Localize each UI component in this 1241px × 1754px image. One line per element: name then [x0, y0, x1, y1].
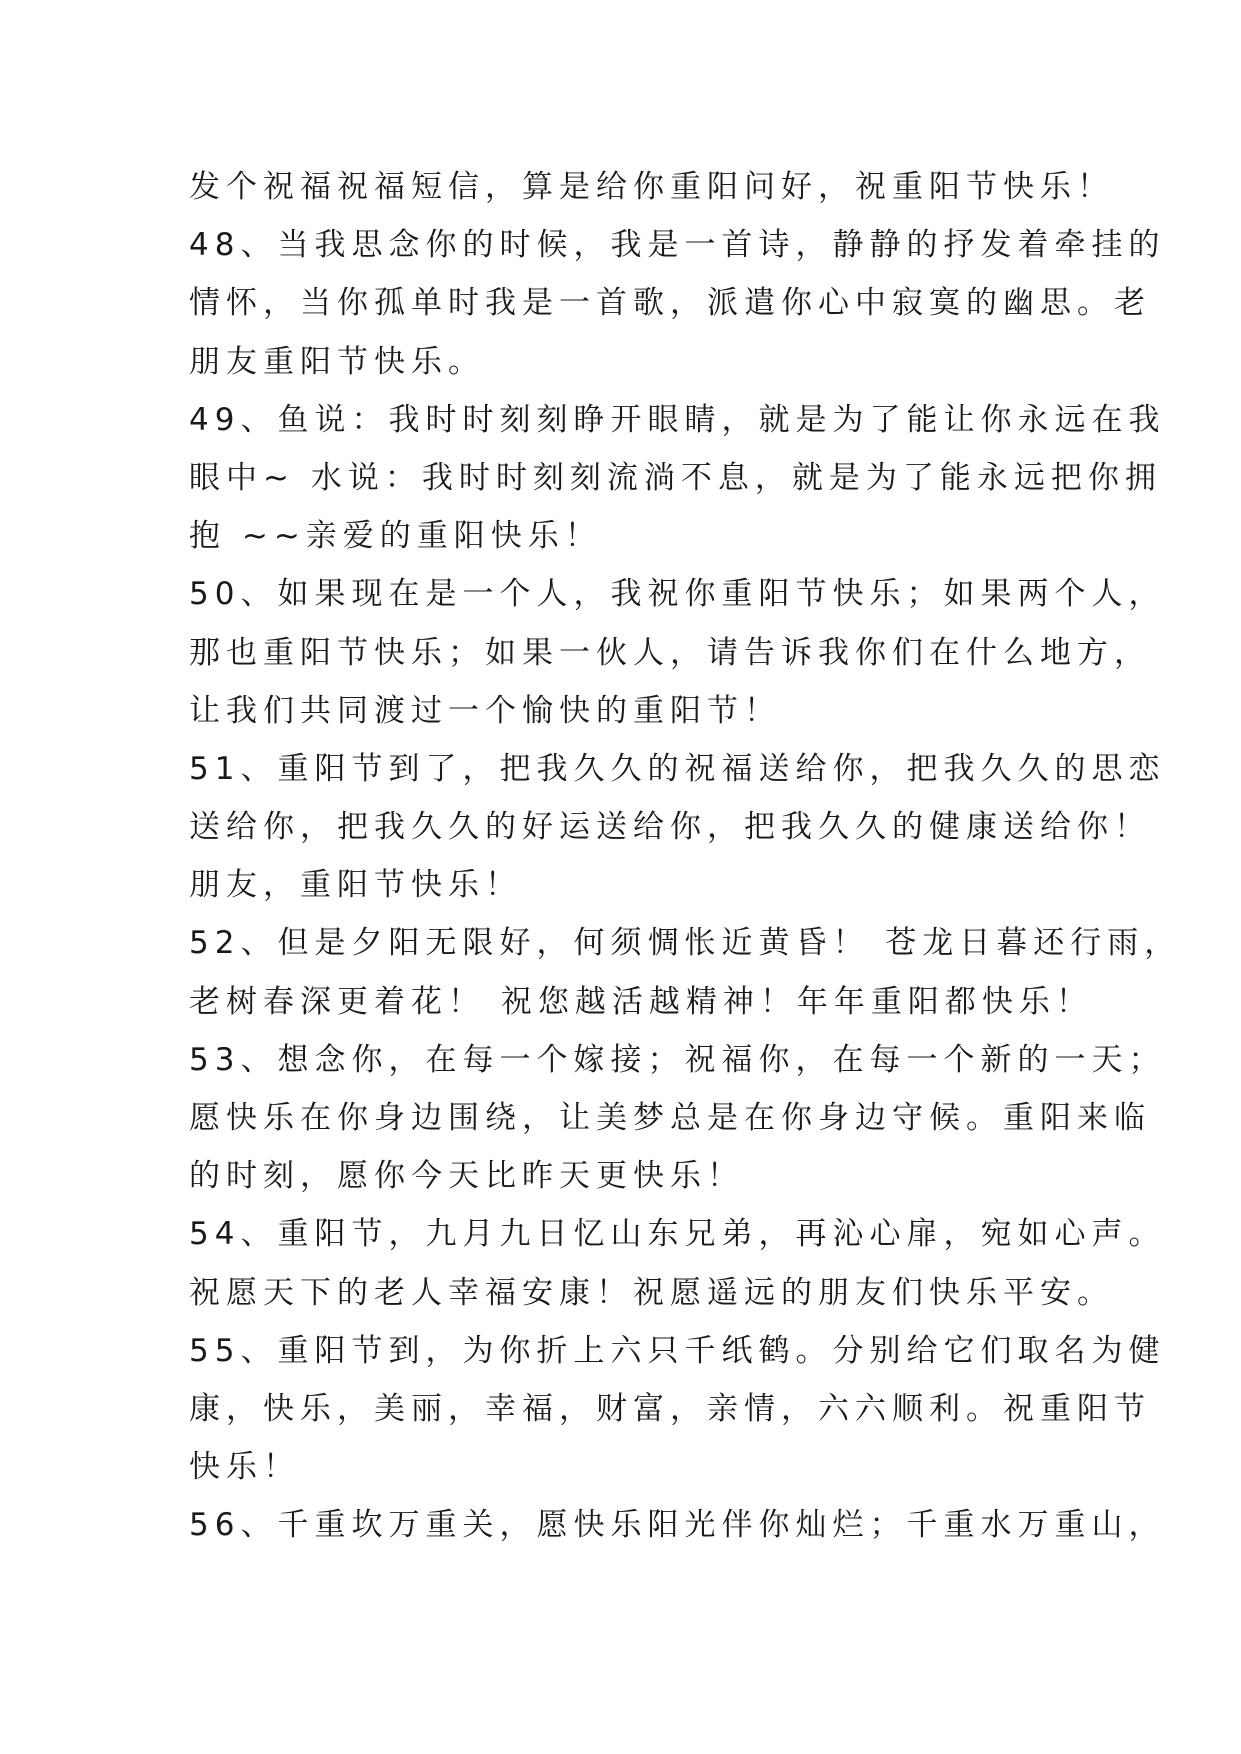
text-line: 52、但是夕阳无限好，何须惆怅近黄昏！ 苍龙日暮还行雨， [189, 925, 1182, 962]
document-body [189, 158, 1182, 1555]
text-line: 朋友重阳节快乐。 [189, 343, 485, 380]
text-line: 那也重阳节快乐；如果一伙人，请告诉我你们在什么地方， [189, 634, 1151, 671]
text-line: 的时刻，愿你今天比昨天更快乐！ [189, 1158, 744, 1195]
text-line: 情怀，当你孤单时我是一首歌，派遣你心中寂寞的幽思。老 [189, 285, 1151, 322]
text-line: 抱 ~~亲爱的重阳快乐！ [189, 518, 602, 555]
text-line: 老树春深更着花！ 祝您越活越精神！年年重阳都快乐！ [189, 983, 1093, 1020]
text-line: 快乐！ [189, 1449, 300, 1486]
text-line: 55、重阳节到，为你折上六只千纸鹤。分别给它们取名为健 [189, 1332, 1166, 1369]
text-line: 康，快乐，美丽，幸福，财富，亲情，六六顺利。祝重阳节 [189, 1390, 1151, 1427]
text-line: 发个祝福祝福短信，算是给你重阳问好，祝重阳节快乐！ [189, 169, 1114, 205]
text-line: 让我们共同渡过一个愉快的重阳节！ [189, 692, 781, 729]
text-line: 送给你，把我久久的好运送给你，把我久久的健康送给你！ [189, 809, 1151, 846]
text-line: 49、鱼说：我时时刻刻睁开眼睛，就是为了能让你永远在我 [189, 401, 1166, 438]
text-line: 48、当我思念你的时候，我是一首诗，静静的抒发着牵挂的 [189, 227, 1166, 264]
text-line: 愿快乐在你身边围绕，让美梦总是在你身边守候。重阳来临 [189, 1100, 1151, 1136]
text-line: 53、想念你，在每一个嫁接；祝福你，在每一个新的一天； [189, 1041, 1166, 1078]
text-line: 54、重阳节，九月九日忆山东兄弟，再沁心扉，宛如心声。 [189, 1216, 1166, 1253]
text-line: 51、重阳节到了，把我久久的祝福送给你，把我久久的思恋 [189, 750, 1166, 787]
text-line: 50、如果现在是一个人，我祝你重阳节快乐；如果两个人， [189, 576, 1166, 613]
text-line: 眼中~ 水说：我时时刻刻流淌不息，就是为了能永远把你拥 [189, 459, 1162, 496]
text-line: 祝愿天下的老人幸福安康！祝愿遥远的朋友们快乐平安。 [189, 1274, 1114, 1311]
text-line: 朋友，重阳节快乐！ [189, 867, 522, 904]
text-line: 56、千重坎万重关，愿快乐阳光伴你灿烂；千重水万重山， [189, 1507, 1166, 1544]
